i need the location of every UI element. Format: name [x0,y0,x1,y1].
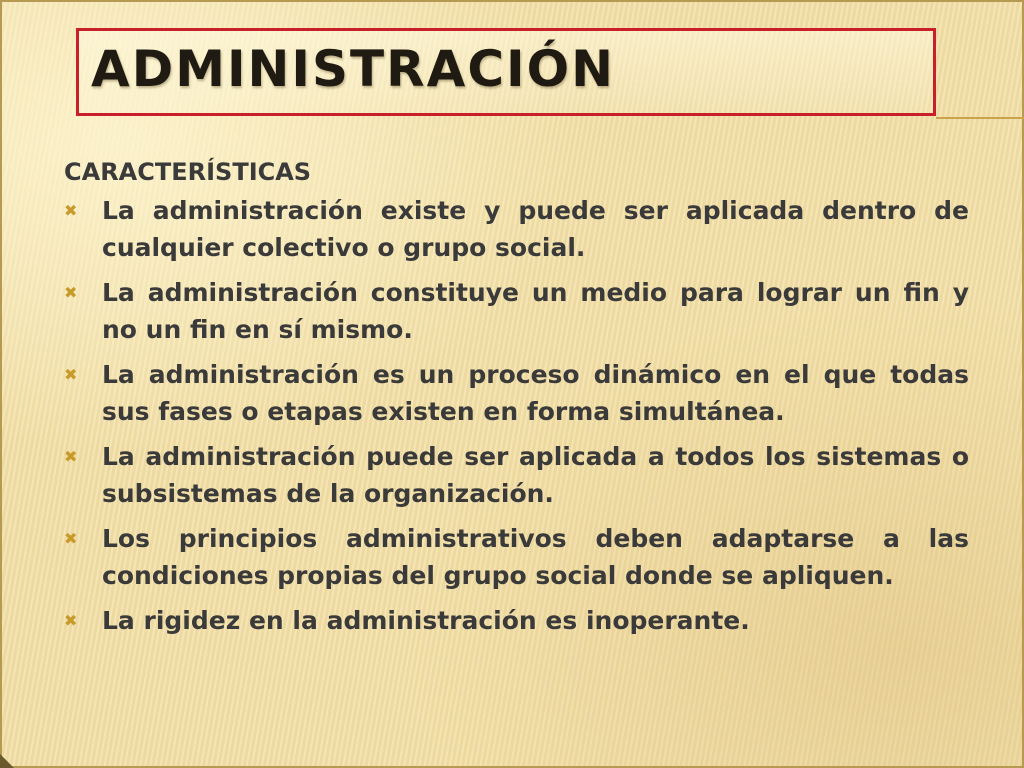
bullet-text: La administración constituye un medio para lograr un fin y no un fin en sí mismo. [102,278,969,344]
bullet-text: Los principios administrativos deben adaptarse a las condiciones propias del grupo social donde se apliquen. [102,524,969,590]
slide-title: ADMINISTRACIÓN [91,40,615,98]
bullet-item [64,438,969,512]
bullet-list [64,192,969,639]
bullet-item [64,274,969,348]
bullet-item [64,356,969,430]
corner-mark [0,754,14,768]
x-bullet-icon: ✖ [64,365,78,384]
bullet-text: La rigidez en la administración es inoperante. [102,606,750,635]
bullet-item [64,192,969,266]
slide-content [64,152,969,647]
x-bullet-icon: ✖ [64,283,78,302]
section-subtitle: CARACTERÍSTICAS [64,158,312,186]
bullet-text: La administración existe y puede ser aplicada dentro de cualquier colectivo o grupo social. [102,196,969,262]
bullet-text: La administración puede ser aplicada a todos los sistemas o subsistemas de la organización. [102,442,969,508]
bullet-item [64,602,969,639]
x-bullet-icon: ✖ [64,529,78,548]
x-bullet-icon: ✖ [64,611,78,630]
x-bullet-icon: ✖ [64,201,78,220]
title-box [76,28,936,116]
bullet-item [64,520,969,594]
bullet-text: La administración es un proceso dinámico en el que todas sus fases o etapas existen en forma simultánea. [102,360,969,426]
title-accent-line [936,117,1024,119]
x-bullet-icon: ✖ [64,447,78,466]
